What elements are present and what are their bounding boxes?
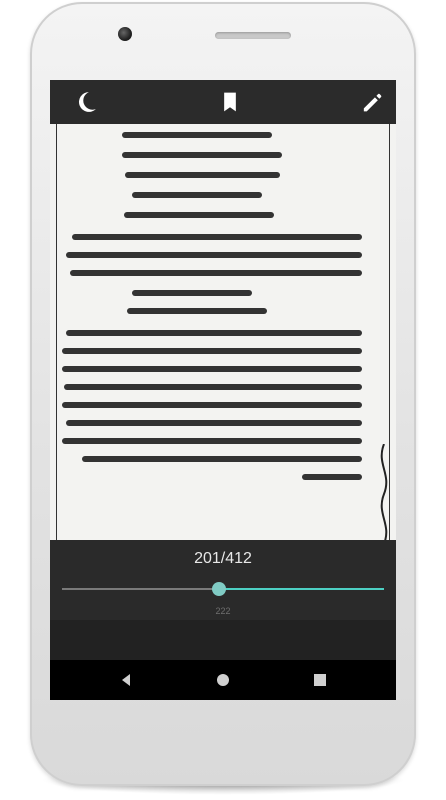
home-icon[interactable] bbox=[213, 670, 233, 690]
page-slider[interactable] bbox=[62, 588, 384, 590]
moon-icon[interactable] bbox=[72, 88, 100, 116]
earpiece-speaker bbox=[215, 32, 291, 39]
back-icon[interactable] bbox=[116, 670, 136, 690]
screen bbox=[50, 80, 396, 700]
bottom-panel bbox=[50, 606, 396, 660]
book-page-image[interactable] bbox=[50, 124, 396, 540]
system-nav-bar bbox=[50, 660, 396, 700]
slider-thumb[interactable] bbox=[212, 582, 226, 596]
bookmark-icon[interactable] bbox=[216, 88, 244, 116]
page-indicator: 201/412 bbox=[194, 550, 252, 567]
reader-toolbar bbox=[50, 80, 396, 124]
edit-icon[interactable] bbox=[358, 88, 386, 116]
page-ornament bbox=[374, 444, 394, 540]
recents-icon[interactable] bbox=[310, 670, 330, 690]
slider-fill bbox=[219, 588, 384, 590]
printed-page-number: 222 bbox=[215, 606, 231, 616]
front-camera bbox=[118, 27, 132, 41]
